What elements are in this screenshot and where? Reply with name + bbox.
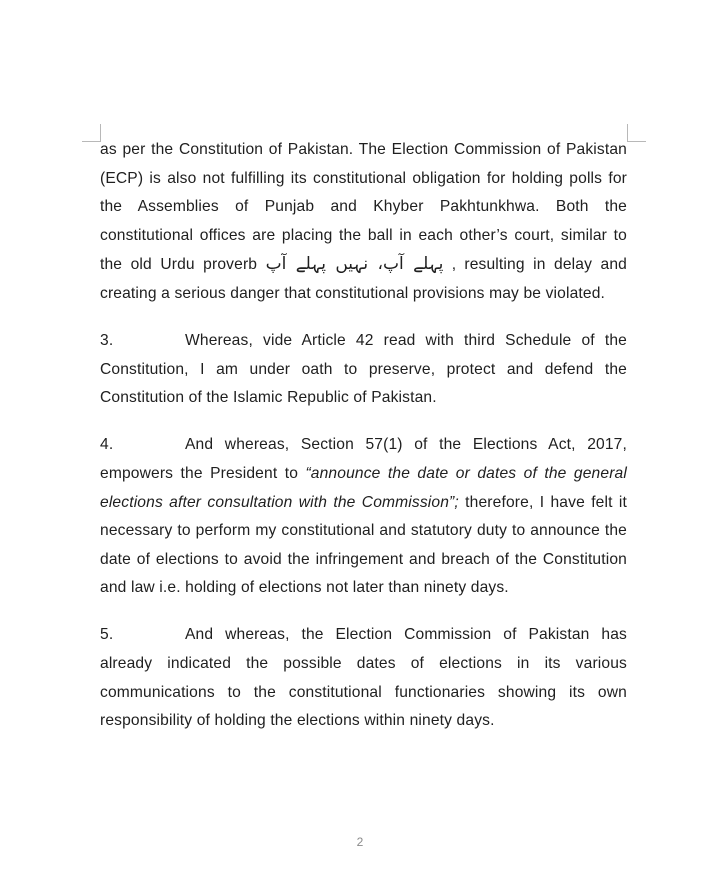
paragraph-number: 3. [100,332,114,350]
page-number: 2 [356,835,364,849]
paragraph-number: 4. [100,436,114,454]
paragraph-number: 5. [100,626,114,644]
paragraph-5 [100,621,627,735]
paragraph-text: therefore, I have felt it necessary to perform my constitutional and statutory duty to announce the date of elections to avoid the infringement and breach of the Constitution and law i.e. holding of elections not later than ninety days. [100,493,627,597]
document-body [100,136,627,754]
paragraph-text: And whereas, Section 57(1) of the Elections Act, 2017, empowers the President to [100,436,627,482]
paragraph-3 [100,327,627,413]
paragraph-4 [100,431,627,603]
page-corner-mark-right [627,124,646,142]
urdu-proverb: پہلے آپ، نہیں پہلے آپ [265,254,444,275]
quoted-statute-text: “announce the date or dates of the general elections after consultation with the Commission”; [100,464,627,511]
paragraph-text: , resulting in delay and creating a serious danger that constitutional provisions may be violated. [100,256,627,302]
paragraph-text: Whereas, vide Article 42 read with third Schedule of the Constitution, I am under oath to preserve, protect and defend the Constitution of the Islamic Republic of Pakistan. [100,332,627,407]
paragraph-continuation [100,136,627,309]
paragraph-text: And whereas, the Election Commission of Pakistan has already indicated the possible dates of elections in its various communications to the constitutional functionaries showing its own responsibility of holding the elections within ninety days. [100,626,627,730]
paragraph-text: as per the Constitution of Pakistan. The Election Commission of Pakistan (ECP) is also not fulfilling its constitutional obligation for holding polls for the Assemblies of Punjab and Khyber Pakhtunkhwa. Both the constitutional offices are placing the ball in each other’s court, similar to the old Urdu proverb [100,141,627,274]
page-corner-mark-left [82,124,101,142]
